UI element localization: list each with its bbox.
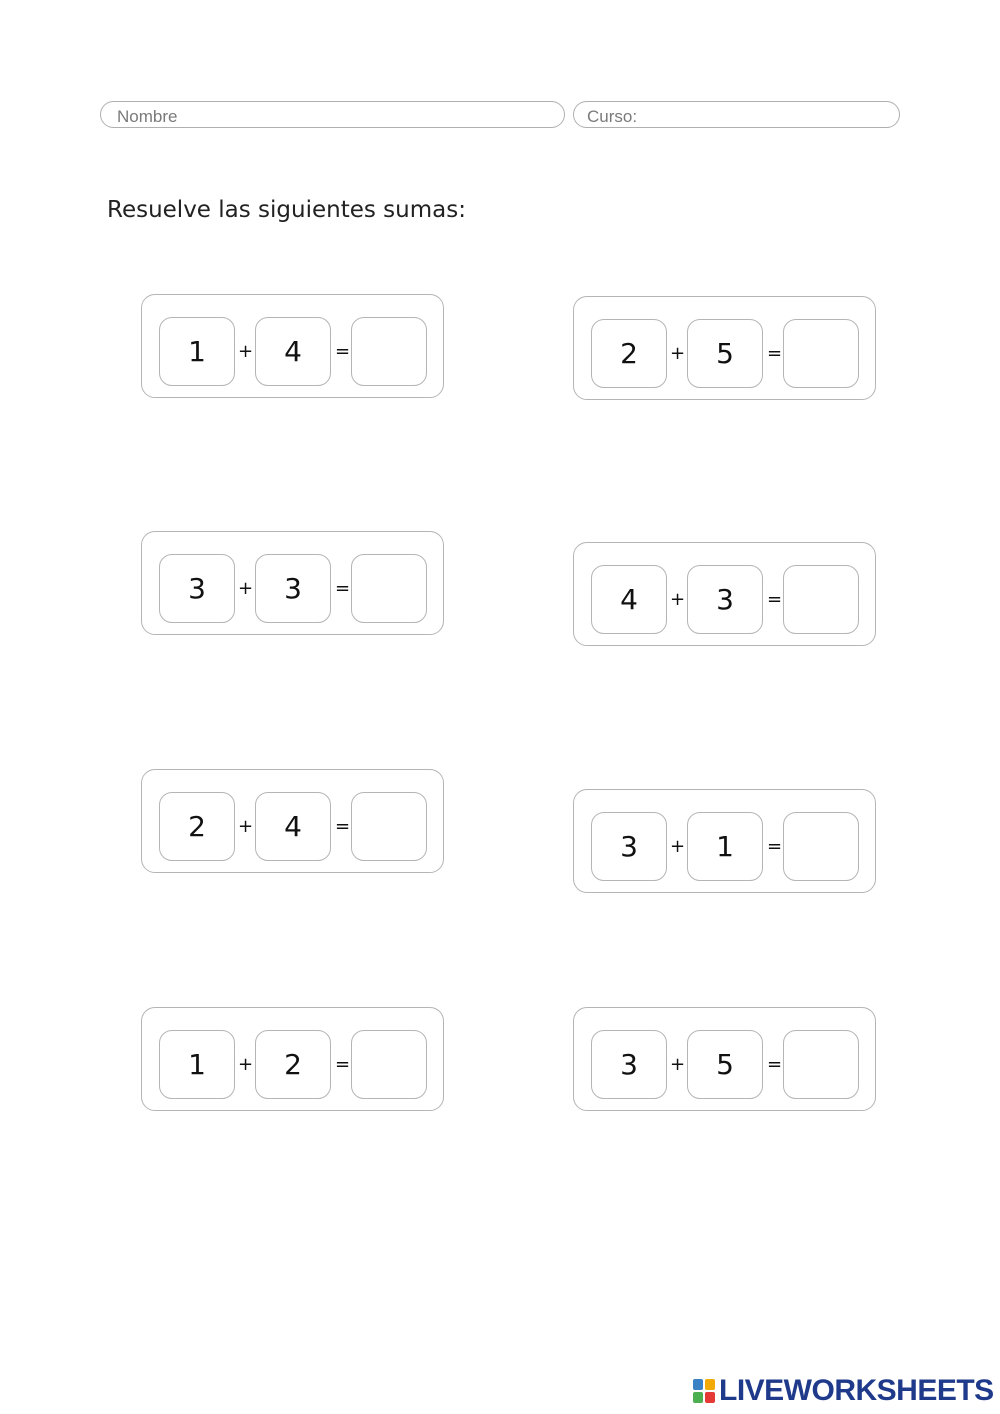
addition-problem: [141, 531, 444, 635]
equals-sign: =: [335, 1054, 351, 1075]
addend-b: 5: [687, 1030, 763, 1099]
plus-sign: +: [670, 589, 686, 610]
logo-square-yellow: [705, 1379, 715, 1390]
answer-box[interactable]: [351, 1030, 427, 1099]
logo-text: LIVEWORKSHEETS: [719, 1374, 994, 1407]
addend-a: 1: [159, 1030, 235, 1099]
answer-input[interactable]: [789, 821, 853, 873]
answer-box[interactable]: [351, 792, 427, 861]
addition-problem: [141, 294, 444, 398]
answer-input[interactable]: [357, 326, 421, 378]
equals-sign: =: [767, 343, 783, 364]
addend-b: 2: [255, 1030, 331, 1099]
equals-sign: =: [335, 578, 351, 599]
addend-b: 4: [255, 317, 331, 386]
addend-a: 3: [591, 1030, 667, 1099]
liveworksheets-logo-icon: [693, 1379, 715, 1403]
addend-b: 3: [255, 554, 331, 623]
answer-input[interactable]: [357, 801, 421, 853]
addition-problem: [573, 296, 876, 400]
addend-a: 3: [591, 812, 667, 881]
answer-box[interactable]: [783, 319, 859, 388]
answer-input[interactable]: [357, 563, 421, 615]
course-field[interactable]: [573, 101, 900, 128]
equals-sign: =: [767, 1054, 783, 1075]
addition-problem: [141, 769, 444, 873]
answer-box[interactable]: [351, 554, 427, 623]
answer-input[interactable]: [789, 328, 853, 380]
addend-b: 1: [687, 812, 763, 881]
addend-a: 1: [159, 317, 235, 386]
logo-square-green: [693, 1392, 703, 1403]
plus-sign: +: [670, 1054, 686, 1075]
plus-sign: +: [238, 578, 254, 599]
addition-problem: [573, 1007, 876, 1111]
plus-sign: +: [238, 341, 254, 362]
answer-box[interactable]: [351, 317, 427, 386]
logo-square-blue: [693, 1379, 703, 1390]
answer-box[interactable]: [783, 565, 859, 634]
equals-sign: =: [335, 816, 351, 837]
answer-input[interactable]: [789, 574, 853, 626]
plus-sign: +: [670, 343, 686, 364]
addend-a: 2: [159, 792, 235, 861]
equals-sign: =: [767, 589, 783, 610]
addend-a: 4: [591, 565, 667, 634]
answer-box[interactable]: [783, 1030, 859, 1099]
logo-square-red: [705, 1392, 715, 1403]
addend-a: 2: [591, 319, 667, 388]
equals-sign: =: [767, 836, 783, 857]
instructions: Resuelve las siguientes sumas:: [107, 197, 466, 223]
answer-box[interactable]: [783, 812, 859, 881]
name-field[interactable]: [100, 101, 565, 128]
addend-b: 4: [255, 792, 331, 861]
plus-sign: +: [238, 1054, 254, 1075]
plus-sign: +: [238, 816, 254, 837]
addition-problem: [573, 789, 876, 893]
answer-input[interactable]: [789, 1039, 853, 1091]
addend-b: 5: [687, 319, 763, 388]
addition-problem: [573, 542, 876, 646]
addition-problem: [141, 1007, 444, 1111]
addend-a: 3: [159, 554, 235, 623]
name-label: Nombre: [117, 107, 178, 126]
liveworksheets-logo: [693, 1374, 994, 1408]
equals-sign: =: [335, 341, 351, 362]
addend-b: 3: [687, 565, 763, 634]
answer-input[interactable]: [357, 1039, 421, 1091]
plus-sign: +: [670, 836, 686, 857]
course-label: Curso:: [587, 107, 638, 126]
